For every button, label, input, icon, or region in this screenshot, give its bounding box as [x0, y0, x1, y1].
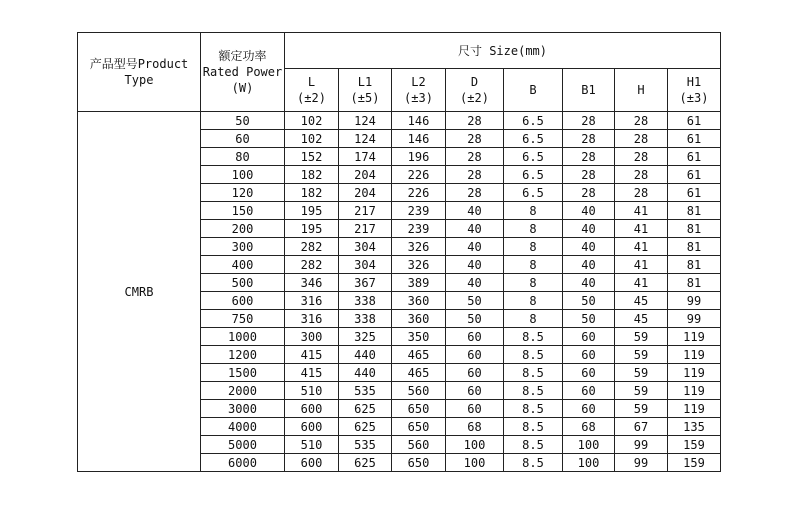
dim-cell: 239 [392, 202, 446, 220]
dim-cell: 124 [339, 130, 392, 148]
dim-cell: 560 [392, 436, 446, 454]
dim-cell: 60 [563, 346, 615, 364]
dim-header-tolerance: (±2) [297, 91, 326, 105]
dim-cell: 81 [668, 274, 721, 292]
product-type-cell: CMRB [78, 112, 201, 472]
dim-header-name: L1 [357, 75, 373, 89]
dim-cell: 59 [615, 382, 668, 400]
power-cell: 3000 [201, 400, 285, 418]
dim-cell: 239 [392, 220, 446, 238]
dim-cell: 465 [392, 364, 446, 382]
dim-cell: 28 [615, 148, 668, 166]
power-cell: 150 [201, 202, 285, 220]
dim-cell: 326 [392, 256, 446, 274]
dim-cell: 28 [446, 148, 504, 166]
dim-cell: 600 [285, 454, 339, 472]
dim-cell: 510 [285, 382, 339, 400]
power-cell: 120 [201, 184, 285, 202]
dim-cell: 316 [285, 310, 339, 328]
dim-cell: 60 [446, 328, 504, 346]
dim-cell: 6.5 [504, 166, 563, 184]
dim-cell: 8.5 [504, 454, 563, 472]
dim-cell: 535 [339, 382, 392, 400]
dim-cell: 50 [446, 310, 504, 328]
power-cell: 1000 [201, 328, 285, 346]
dim-cell: 28 [615, 112, 668, 130]
power-cell: 600 [201, 292, 285, 310]
dim-cell: 300 [285, 328, 339, 346]
dim-cell: 99 [615, 436, 668, 454]
dim-cell: 8 [504, 202, 563, 220]
dim-cell: 99 [668, 310, 721, 328]
dim-cell: 326 [392, 238, 446, 256]
dim-cell: 81 [668, 202, 721, 220]
spec-table [77, 32, 721, 472]
dim-cell: 61 [668, 112, 721, 130]
power-cell: 4000 [201, 418, 285, 436]
dim-cell: 119 [668, 328, 721, 346]
dim-cell: 625 [339, 418, 392, 436]
dim-cell: 135 [668, 418, 721, 436]
dim-cell: 282 [285, 256, 339, 274]
dim-header-name: D [470, 75, 479, 89]
dim-cell: 650 [392, 418, 446, 436]
dim-cell: 6.5 [504, 184, 563, 202]
dim-cell: 510 [285, 436, 339, 454]
size-group-header: 尺寸 Size(mm) [285, 33, 721, 69]
dim-cell: 50 [563, 292, 615, 310]
dim-cell: 119 [668, 364, 721, 382]
dim-cell: 100 [563, 436, 615, 454]
dim-cell: 6.5 [504, 130, 563, 148]
power-cell: 2000 [201, 382, 285, 400]
dim-cell: 99 [615, 454, 668, 472]
dim-header-name: B [529, 83, 537, 97]
dim-header-name: L2 [411, 75, 426, 89]
dim-cell: 8.5 [504, 400, 563, 418]
power-cell: 1500 [201, 364, 285, 382]
power-cell: 6000 [201, 454, 285, 472]
table-body [78, 112, 721, 472]
dim-header-l1 [339, 69, 392, 112]
dim-cell: 60 [446, 346, 504, 364]
dim-cell: 41 [615, 238, 668, 256]
dim-cell: 40 [563, 238, 615, 256]
dim-cell: 535 [339, 436, 392, 454]
dim-cell: 28 [615, 184, 668, 202]
dim-cell: 40 [446, 274, 504, 292]
dim-cell: 360 [392, 310, 446, 328]
dim-cell: 304 [339, 238, 392, 256]
dim-cell: 28 [563, 130, 615, 148]
power-cell: 100 [201, 166, 285, 184]
dim-cell: 8 [504, 274, 563, 292]
dim-header-tolerance: (±2) [460, 91, 489, 105]
dim-cell: 360 [392, 292, 446, 310]
dim-header-h1 [668, 69, 721, 112]
dim-cell: 60 [446, 364, 504, 382]
dim-cell: 119 [668, 382, 721, 400]
dim-cell: 28 [446, 112, 504, 130]
dim-cell: 81 [668, 238, 721, 256]
dim-cell: 174 [339, 148, 392, 166]
dim-cell: 61 [668, 184, 721, 202]
dim-header-name: H [637, 83, 645, 97]
dim-cell: 41 [615, 202, 668, 220]
dim-cell: 226 [392, 166, 446, 184]
dim-cell: 226 [392, 184, 446, 202]
dim-cell: 600 [285, 400, 339, 418]
dim-cell: 60 [563, 328, 615, 346]
dim-cell: 159 [668, 454, 721, 472]
power-cell: 500 [201, 274, 285, 292]
dim-cell: 102 [285, 130, 339, 148]
dim-header-h [615, 69, 668, 112]
dim-cell: 625 [339, 400, 392, 418]
dim-cell: 40 [446, 220, 504, 238]
dim-cell: 59 [615, 328, 668, 346]
dim-cell: 600 [285, 418, 339, 436]
power-cell: 60 [201, 130, 285, 148]
dim-cell: 41 [615, 256, 668, 274]
dim-cell: 346 [285, 274, 339, 292]
dim-cell: 61 [668, 166, 721, 184]
dim-cell: 146 [392, 130, 446, 148]
dim-cell: 40 [446, 238, 504, 256]
dim-cell: 8 [504, 310, 563, 328]
dim-cell: 560 [392, 382, 446, 400]
dim-header-tolerance: (±5) [350, 91, 380, 105]
dim-cell: 60 [446, 400, 504, 418]
dim-cell: 68 [446, 418, 504, 436]
dim-header-name: L [307, 75, 316, 89]
dim-cell: 415 [285, 346, 339, 364]
dim-cell: 59 [615, 346, 668, 364]
power-cell: 80 [201, 148, 285, 166]
dim-header-b [504, 69, 563, 112]
dim-cell: 60 [563, 364, 615, 382]
dim-cell: 41 [615, 274, 668, 292]
dim-cell: 40 [446, 256, 504, 274]
dim-cell: 338 [339, 310, 392, 328]
rated-power-header: 额定功率 Rated Power (W) [201, 33, 285, 112]
dim-cell: 60 [563, 382, 615, 400]
dim-cell: 415 [285, 364, 339, 382]
dim-cell: 195 [285, 202, 339, 220]
dim-cell: 159 [668, 436, 721, 454]
dim-cell: 59 [615, 364, 668, 382]
dim-header-tolerance: (±3) [679, 91, 709, 105]
dim-cell: 8 [504, 220, 563, 238]
dim-cell: 40 [563, 220, 615, 238]
dim-cell: 45 [615, 310, 668, 328]
dim-cell: 282 [285, 238, 339, 256]
dim-cell: 50 [446, 292, 504, 310]
dim-cell: 204 [339, 166, 392, 184]
power-cell: 5000 [201, 436, 285, 454]
dim-cell: 61 [668, 130, 721, 148]
dim-cell: 60 [563, 400, 615, 418]
dim-cell: 28 [563, 166, 615, 184]
dim-cell: 440 [339, 364, 392, 382]
header-row-top [78, 33, 721, 69]
dim-cell: 28 [446, 166, 504, 184]
dim-cell: 81 [668, 256, 721, 274]
dim-cell: 8.5 [504, 436, 563, 454]
dim-cell: 440 [339, 346, 392, 364]
dim-cell: 119 [668, 400, 721, 418]
power-cell: 400 [201, 256, 285, 274]
dim-cell: 100 [563, 454, 615, 472]
dim-cell: 28 [563, 112, 615, 130]
dim-cell: 6.5 [504, 148, 563, 166]
dim-cell: 59 [615, 400, 668, 418]
dim-cell: 146 [392, 112, 446, 130]
dim-cell: 6.5 [504, 112, 563, 130]
dim-cell: 41 [615, 220, 668, 238]
dim-cell: 68 [563, 418, 615, 436]
dim-cell: 182 [285, 184, 339, 202]
dim-cell: 625 [339, 454, 392, 472]
power-cell: 300 [201, 238, 285, 256]
dim-cell: 8 [504, 292, 563, 310]
dim-header-tolerance: (±3) [404, 91, 433, 105]
dim-cell: 316 [285, 292, 339, 310]
dim-header-name: H1 [686, 75, 702, 89]
dim-cell: 28 [563, 148, 615, 166]
dim-cell: 67 [615, 418, 668, 436]
dim-cell: 195 [285, 220, 339, 238]
power-cell: 50 [201, 112, 285, 130]
product-type-header: 产品型号Product Type [78, 33, 201, 112]
dim-cell: 99 [668, 292, 721, 310]
dim-cell: 28 [615, 166, 668, 184]
dim-cell: 40 [446, 202, 504, 220]
dim-cell: 8.5 [504, 418, 563, 436]
dim-cell: 8.5 [504, 346, 563, 364]
dim-cell: 204 [339, 184, 392, 202]
dim-cell: 40 [563, 256, 615, 274]
dim-cell: 8.5 [504, 382, 563, 400]
dim-cell: 40 [563, 274, 615, 292]
power-cell: 750 [201, 310, 285, 328]
power-cell: 200 [201, 220, 285, 238]
dim-cell: 50 [563, 310, 615, 328]
dim-cell: 182 [285, 166, 339, 184]
dim-cell: 8 [504, 256, 563, 274]
dim-cell: 8.5 [504, 364, 563, 382]
dim-cell: 45 [615, 292, 668, 310]
dim-cell: 28 [563, 184, 615, 202]
dim-cell: 217 [339, 220, 392, 238]
dim-cell: 100 [446, 436, 504, 454]
dim-cell: 465 [392, 346, 446, 364]
dim-cell: 350 [392, 328, 446, 346]
dim-header-l2 [392, 69, 446, 112]
dim-cell: 28 [446, 130, 504, 148]
dim-cell: 100 [446, 454, 504, 472]
dim-cell: 152 [285, 148, 339, 166]
dim-cell: 61 [668, 148, 721, 166]
dim-header-d [446, 69, 504, 112]
dim-cell: 650 [392, 400, 446, 418]
dim-header-l [285, 69, 339, 112]
dim-cell: 8 [504, 238, 563, 256]
dim-cell: 338 [339, 292, 392, 310]
dim-cell: 60 [446, 382, 504, 400]
power-cell: 1200 [201, 346, 285, 364]
dim-cell: 81 [668, 220, 721, 238]
dim-cell: 304 [339, 256, 392, 274]
dim-cell: 40 [563, 202, 615, 220]
dim-cell: 196 [392, 148, 446, 166]
dim-cell: 124 [339, 112, 392, 130]
dim-cell: 367 [339, 274, 392, 292]
dim-cell: 650 [392, 454, 446, 472]
table-row [78, 112, 721, 130]
dim-cell: 389 [392, 274, 446, 292]
dim-cell: 325 [339, 328, 392, 346]
dim-header-b1 [563, 69, 615, 112]
dim-header-name: B1 [581, 83, 596, 97]
spec-table-wrapper [77, 32, 721, 472]
dim-cell: 119 [668, 346, 721, 364]
dim-cell: 28 [615, 130, 668, 148]
dim-cell: 28 [446, 184, 504, 202]
dim-cell: 217 [339, 202, 392, 220]
dim-cell: 8.5 [504, 328, 563, 346]
dim-cell: 102 [285, 112, 339, 130]
